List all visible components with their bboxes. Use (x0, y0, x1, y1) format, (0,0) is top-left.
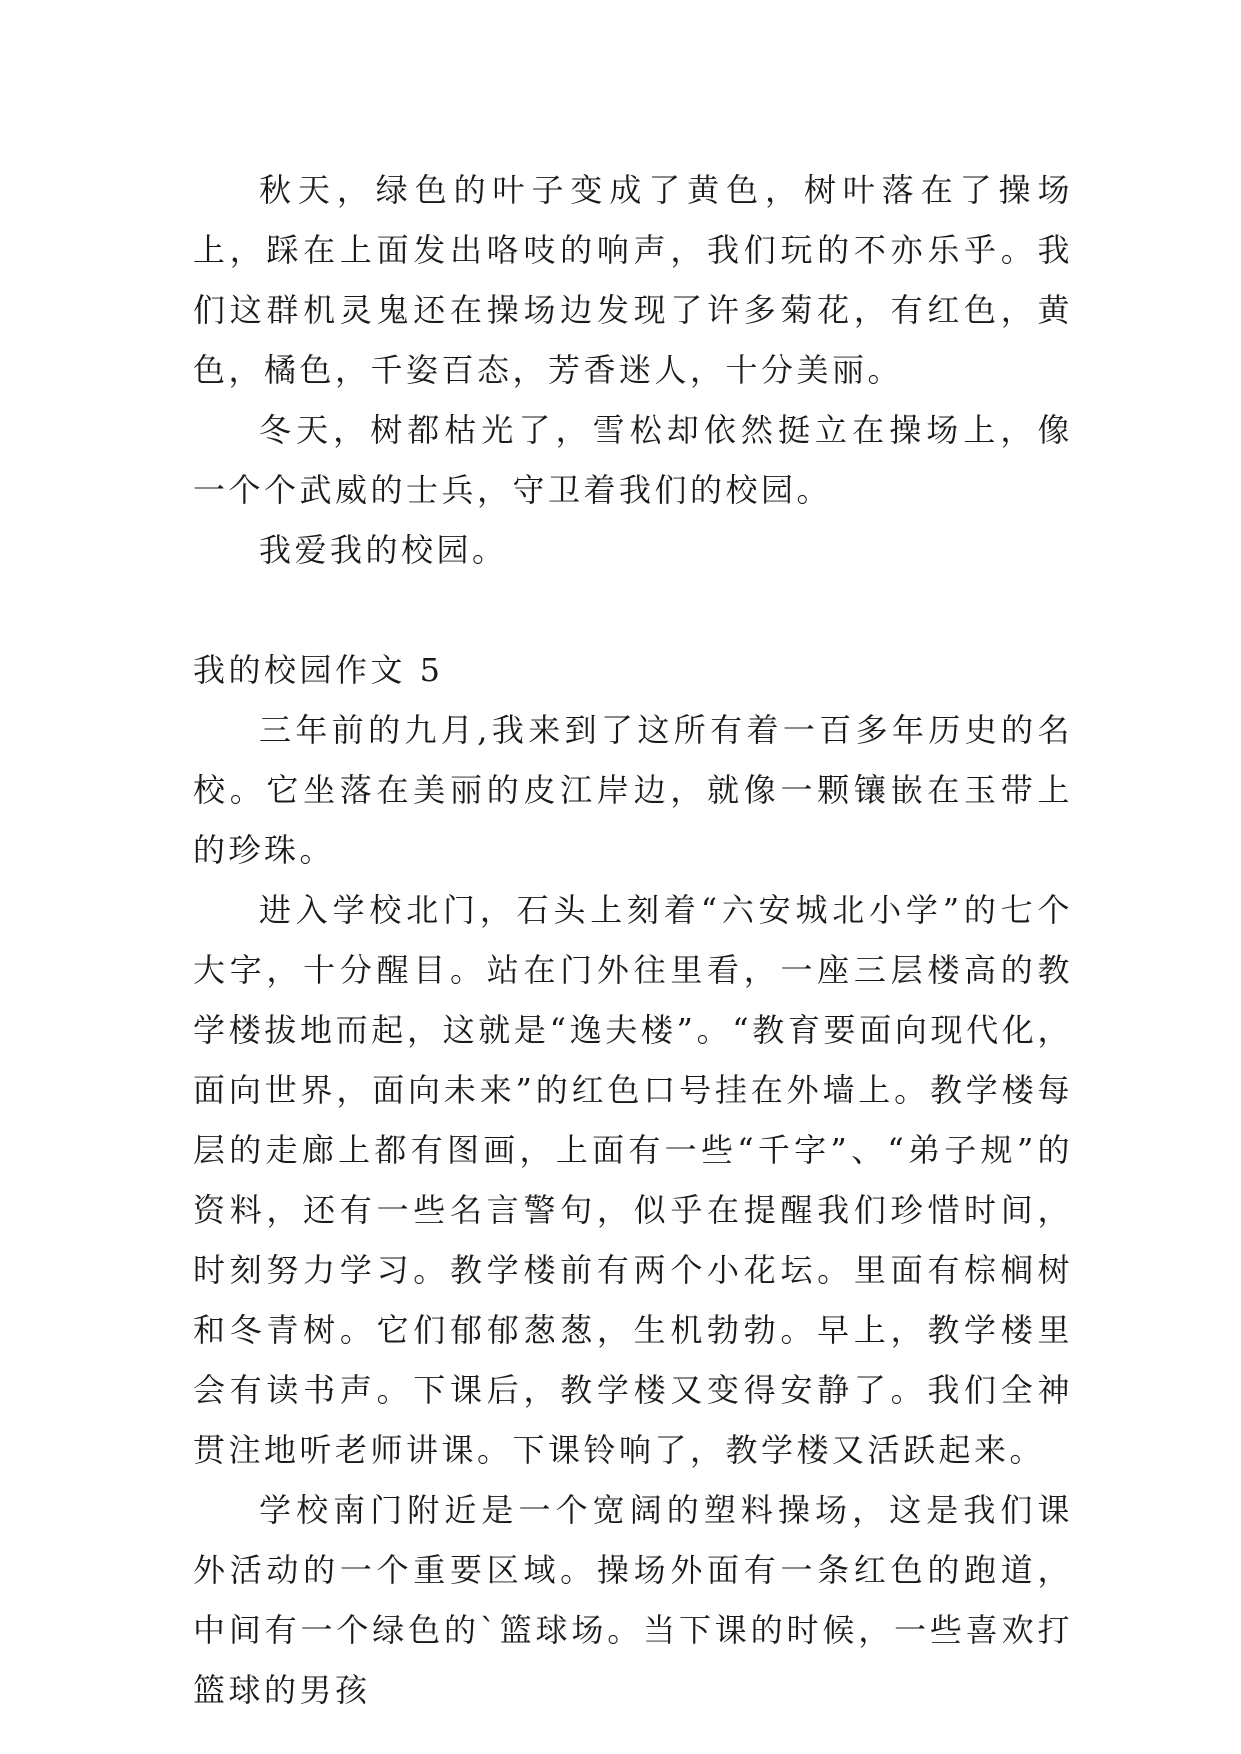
paragraph-intro: 三年前的九月,我来到了这所有着一百多年历史的名校。它坐落在美丽的皮江岸边，就像一颗镶嵌在玉带上的珍珠。 (193, 711, 1073, 869)
paragraph-playground: 学校南门附近是一个宽阔的塑料操场，这是我们课外活动的一个重要区域。操场外面有一条红色的跑道，中间有一个绿色的`篮球场。当下课的时候，一些喜欢打篮球的男孩 (193, 1491, 1073, 1709)
paragraph-closing: 我爱我的校园。 (259, 531, 508, 569)
document-body (193, 160, 1073, 1720)
paragraph-winter: 冬天，树都枯光了，雪松却依然挺立在操场上，像一个个武威的士兵，守卫着我们的校园。 (193, 411, 1073, 509)
essay-heading: 我的校园作文 5 (193, 651, 444, 689)
paragraph-autumn: 秋天，绿色的叶子变成了黄色，树叶落在了操场上，踩在上面发出咯吱的响声，我们玩的不亦乐乎。我们这群机灵鬼还在操场边发现了许多菊花，有红色，黄色，橘色，千姿百态，芳香迷人，十分美丽。 (193, 171, 1073, 389)
paragraph-north-gate: 进入学校北门，石头上刻着“六安城北小学”的七个大字，十分醒目。站在门外往里看，一座三层楼高的教学楼拔地而起，这就是“逸夫楼”。“教育要面向现代化，面向世界，面向未来”的红色口号挂在外墙上。教学楼每层的走廊上都有图画，上面有一些“千字”、“弟子规”的资料，还有一些名言警句，似乎在提醒我们珍惜时间，时刻努力学习。教学楼前有两个小花坛。里面有棕榈树和冬青树。它们郁郁葱葱，生机勃勃。早上，教学楼里会有读书声。下课后，教学楼又变得安静了。我们全神贯注地听老师讲课。下课铃响了，教学楼又活跃起来。 (193, 891, 1073, 1469)
